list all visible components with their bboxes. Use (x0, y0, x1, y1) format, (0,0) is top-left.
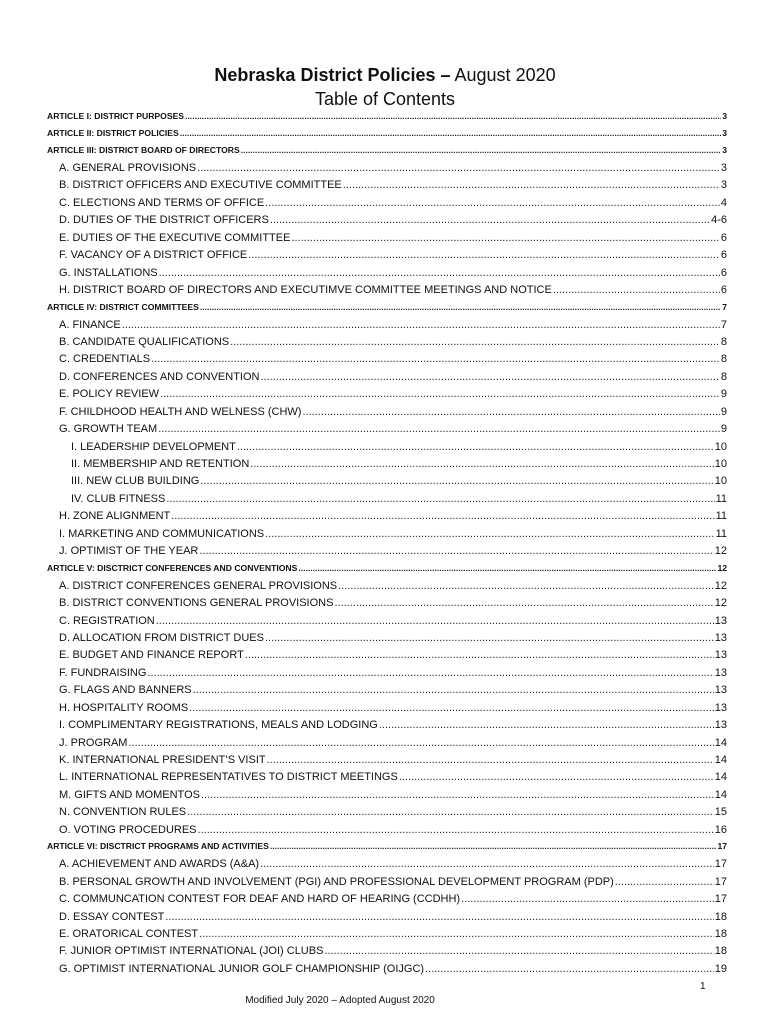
toc-entry-page: 14 (714, 736, 727, 749)
toc-section-entry (47, 754, 727, 771)
toc-dot-leader (122, 319, 720, 331)
toc-section-entry (47, 197, 727, 214)
toc-section-entry (47, 858, 727, 875)
toc-entry-label: B. DISTRICT CONVENTIONS GENERAL PROVISIONS (59, 597, 334, 610)
toc-entry-label: G. GROWTH TEAM (59, 423, 158, 436)
toc-entry-label: A. FINANCE (59, 318, 121, 331)
toc-entry-page: 7 (720, 318, 727, 331)
toc-section-entry (47, 336, 727, 353)
toc-entry-label: D. ALLOCATION FROM DISTRICT DUES (59, 631, 264, 644)
toc-article-entry (47, 841, 727, 858)
toc-article-entry (47, 145, 727, 162)
toc-dot-leader (298, 563, 716, 573)
toc-entry-page: 15 (714, 806, 727, 819)
toc-entry-page: 6 (720, 266, 727, 279)
toc-entry-page: 13 (714, 684, 727, 697)
toc-entry-page: 17 (714, 875, 727, 888)
toc-entry-page: 14 (714, 788, 727, 801)
toc-entry-page: 19 (714, 962, 727, 975)
toc-dot-leader (379, 719, 714, 731)
toc-entry-label: E. DUTIES OF THE EXECUTIVE COMMITTEE (59, 231, 291, 244)
toc-entry-label: II. MEMBERSHIP AND RETENTION (71, 458, 250, 470)
toc-entry-page: 3 (720, 162, 727, 174)
toc-section-entry (47, 179, 727, 196)
toc-dot-leader (270, 214, 710, 226)
toc-entry-page: 12 (717, 562, 727, 573)
toc-dot-leader (553, 284, 720, 296)
toc-entry-page: 13 (714, 719, 727, 732)
toc-entry-label: IV. CLUB FITNESS (71, 492, 166, 505)
toc-entry-label: C. ELECTIONS AND TERMS OF OFFICE (59, 196, 265, 209)
toc-dot-leader (189, 702, 714, 714)
toc-entry-page: 4 (720, 196, 727, 209)
toc-dot-leader (250, 458, 713, 470)
toc-entry-label: A. ACHIEVEMENT AND AWARDS (A&A) (59, 858, 260, 871)
toc-dot-leader (180, 128, 721, 138)
toc-section-entry (47, 510, 727, 527)
toc-entry-label: F. VACANCY OF A DISTRICT OFFICE (59, 249, 248, 262)
toc-dot-leader (201, 789, 714, 801)
toc-section-entry (47, 475, 727, 492)
toc-entry-page: 13 (714, 631, 727, 644)
toc-entry-label: B. PERSONAL GROWTH AND INVOLVEMENT (PGI) AND PROFESSIONAL DEVELOPMENT PROGRAM (PDP) (59, 875, 614, 888)
toc-section-entry (47, 545, 727, 562)
toc-entry-label: A. DISTRICT CONFERENCES GENERAL PROVISIONS (59, 579, 338, 592)
toc-entry-page: 13 (714, 701, 727, 714)
toc-entry-label: ARTICLE IV: DISTRICT COMMITTEES (47, 301, 199, 312)
toc-section-entry (47, 441, 727, 458)
toc-dot-leader (265, 632, 714, 644)
toc-section-entry (47, 371, 727, 388)
toc-entry-page: 6 (720, 231, 727, 244)
toc-entry-label: H. HOSPITALITY ROOMS (59, 701, 189, 714)
toc-dot-leader (158, 423, 720, 435)
toc-entry-label: F. JUNIOR OPTIMIST INTERNATIONAL (JOI) CLUBS (59, 945, 324, 958)
toc-section-entry (47, 771, 727, 788)
toc-entry-label: C. REGISTRATION (59, 614, 155, 627)
toc-dot-leader (147, 667, 713, 679)
toc-entry-page: 10 (714, 458, 727, 470)
toc-entry-label: ARTICLE VI: DISCTRICT PROGRAMS AND ACTIVITIES (47, 841, 269, 852)
toc-section-entry (47, 806, 727, 823)
toc-entry-page: 12 (714, 545, 727, 558)
toc-entry-label: D. DUTIES OF THE DISTRICT OFFICERS (59, 214, 269, 227)
toc-dot-leader (198, 824, 714, 836)
toc-dot-leader (171, 510, 714, 522)
toc-entry-label: ARTICLE I: DISTRICT PURPOSES (47, 111, 185, 121)
toc-entry-label: C. CREDENTIALS (59, 353, 151, 366)
toc-dot-leader (343, 179, 720, 191)
toc-entry-page: 6 (720, 284, 727, 297)
toc-dot-leader (267, 754, 714, 766)
toc-entry-page: 3 (722, 145, 727, 155)
toc-dot-leader (241, 145, 721, 155)
toc-entry-label: I. COMPLIMENTARY REGISTRATIONS, MEALS AND LODGING (59, 719, 378, 732)
toc-dot-leader (185, 111, 721, 121)
toc-dot-leader (260, 858, 714, 870)
title-date: August 2020 (450, 65, 556, 85)
toc-dot-leader (165, 911, 713, 923)
toc-section-entry (47, 684, 727, 701)
toc-dot-leader (151, 353, 720, 365)
toc-entry-label: ARTICLE III: DISTRICT BOARD OF DIRECTORS (47, 145, 240, 155)
toc-dot-leader (128, 737, 713, 749)
toc-entry-label: A. GENERAL PROVISIONS (59, 162, 197, 174)
toc-entry-label: F. CHILDHOOD HEALTH AND WELNESS (CHW) (59, 405, 302, 418)
toc-entry-label: ARTICLE II: DISTRICT POLICIES (47, 128, 179, 138)
toc-dot-leader (324, 945, 713, 957)
toc-entry-label: E. ORATORICAL CONTEST (59, 927, 199, 940)
toc-section-entry (47, 249, 727, 266)
toc-section-entry (47, 214, 727, 231)
toc-dot-leader (248, 249, 720, 261)
toc-dot-leader (199, 928, 714, 940)
page-footer: Modified July 2020 – Adopted August 2020 (245, 995, 435, 1006)
toc-section-entry (47, 267, 727, 284)
toc-section-entry (47, 876, 727, 893)
toc-section-entry (47, 284, 727, 301)
toc-entry-page: 13 (714, 666, 727, 679)
toc-entry-page: 17 (714, 893, 727, 906)
toc-dot-leader (160, 388, 720, 400)
toc-article-entry (47, 128, 727, 145)
toc-dot-leader (260, 371, 719, 383)
toc-article-entry (47, 302, 727, 319)
toc-section-entry (47, 232, 727, 249)
toc-entry-label: G. OPTIMIST INTERNATIONAL JUNIOR GOLF CHAMPIONSHIP (OIJGC) (59, 962, 425, 975)
toc-article-entry (47, 111, 727, 128)
toc-dot-leader (237, 441, 714, 453)
toc-entry-page: 16 (714, 823, 727, 836)
toc-entry-label: B. CANDIDATE QUALIFICATIONS (59, 335, 230, 348)
toc-entry-label: E. BUDGET AND FINANCE REPORT (59, 649, 244, 662)
toc-entry-label: J. OPTIMIST OF THE YEAR (59, 545, 199, 558)
toc-entry-page: 6 (720, 249, 727, 262)
toc-entry-page: 17 (717, 841, 727, 852)
toc-entry-label: N. CONVENTION RULES (59, 806, 187, 819)
toc-entry-page: 8 (720, 335, 727, 348)
toc-entry-label: G. INSTALLATIONS (59, 266, 158, 279)
toc-entry-page: 11 (715, 492, 727, 505)
document-subtitle: Table of Contents (314, 89, 456, 109)
toc-dot-leader (291, 232, 719, 244)
toc-entry-label: M. GIFTS AND MOMENTOS (59, 788, 200, 801)
toc-entry-page: 3 (722, 111, 727, 121)
toc-dot-leader (270, 841, 717, 851)
toc-entry-label: I. LEADERSHIP DEVELOPMENT (71, 440, 236, 453)
toc-entry-page: 9 (720, 405, 727, 418)
toc-dot-leader (156, 615, 714, 627)
toc-entry-label: F. FUNDRAISING (59, 666, 147, 679)
toc-entry-label: H. ZONE ALIGNMENT (59, 510, 171, 523)
toc-section-entry (47, 945, 727, 962)
toc-dot-leader (338, 580, 714, 592)
toc-section-entry (47, 963, 727, 980)
toc-dot-leader (399, 771, 714, 783)
toc-entry-page: 17 (714, 858, 727, 871)
toc-entry-page: 8 (720, 353, 727, 366)
toc-dot-leader (265, 528, 714, 540)
toc-entry-label: K. INTERNATIONAL PRESIDENT’S VISIT (59, 754, 266, 766)
toc-dot-leader (187, 806, 714, 818)
toc-entry-label: H. DISTRICT BOARD OF DIRECTORS AND EXECUTIMVE COMMITTEE MEETINGS AND NOTICE (59, 284, 552, 297)
toc-dot-leader (159, 267, 720, 279)
toc-entry-page: 18 (714, 910, 727, 923)
toc-section-entry (47, 353, 727, 370)
toc-entry-label: B. DISTRICT OFFICERS AND EXECUTIVE COMMITTEE (59, 179, 342, 192)
toc-section-entry (47, 649, 727, 666)
toc-section-entry (47, 493, 727, 510)
toc-section-entry (47, 615, 727, 632)
toc-dot-leader (302, 406, 719, 418)
toc-section-entry (47, 719, 727, 736)
toc-dot-leader (230, 336, 720, 348)
toc-entry-label: G. FLAGS AND BANNERS (59, 684, 192, 697)
toc-entry-page: 11 (715, 510, 727, 523)
toc-section-entry (47, 789, 727, 806)
page-number: 1 (700, 981, 706, 992)
toc-section-entry (47, 528, 727, 545)
toc-entry-page: 13 (714, 649, 727, 662)
toc-entry-page: 4-6 (711, 214, 727, 227)
toc-section-entry (47, 702, 727, 719)
toc-entry-label: O. VOTING PROCEDURES (59, 823, 197, 836)
toc-entry-page: 18 (714, 927, 727, 940)
toc-dot-leader (197, 162, 720, 174)
toc-section-entry (47, 458, 727, 475)
toc-entry-label: D. ESSAY CONTEST (59, 910, 165, 923)
toc-section-entry (47, 824, 727, 841)
document-title (0, 64, 770, 86)
toc-entry-page: 14 (714, 771, 727, 784)
toc-article-entry (47, 563, 727, 580)
toc-dot-leader (200, 475, 713, 487)
toc-section-entry (47, 423, 727, 440)
toc-dot-leader (200, 302, 721, 312)
toc-entry-label: J. PROGRAM (59, 736, 128, 749)
toc-entry-page: 10 (714, 440, 727, 453)
toc-entry-page: 18 (714, 945, 727, 958)
toc-entry-page: 3 (720, 179, 727, 192)
toc-entry-page: 10 (714, 475, 727, 488)
toc-entry-label: III. NEW CLUB BUILDING (71, 475, 200, 488)
toc-entry-label: L. INTERNATIONAL REPRESENTATIVES TO DISTRICT MEETINGS (59, 771, 398, 784)
toc-entry-page: 8 (720, 370, 727, 383)
toc-dot-leader (193, 684, 714, 696)
toc-dot-leader (265, 197, 720, 209)
toc-entry-page: 7 (722, 301, 727, 312)
toc-entry-page: 12 (714, 579, 727, 592)
toc-entry-page: 3 (722, 128, 727, 138)
toc-section-entry (47, 597, 727, 614)
toc-section-entry (47, 911, 727, 928)
toc-dot-leader (166, 493, 714, 505)
toc-entry-label: ARTICLE V: DISCTRICT CONFERENCES AND CONVENTIONS (47, 562, 298, 573)
toc-section-entry (47, 388, 727, 405)
toc-dot-leader (615, 876, 714, 888)
toc-entry-page: 13 (714, 614, 727, 627)
table-of-contents (47, 111, 727, 980)
toc-dot-leader (334, 597, 713, 609)
toc-section-entry (47, 580, 727, 597)
toc-entry-page: 12 (714, 597, 727, 610)
toc-entry-page: 11 (715, 527, 727, 540)
toc-entry-page: 9 (720, 388, 727, 401)
toc-dot-leader (425, 963, 714, 975)
toc-section-entry (47, 737, 727, 754)
toc-entry-page: 9 (720, 423, 727, 436)
toc-dot-leader (199, 545, 713, 557)
toc-section-entry (47, 928, 727, 945)
toc-section-entry (47, 162, 727, 179)
toc-dot-leader (245, 649, 714, 661)
toc-section-entry (47, 893, 727, 910)
toc-section-entry (47, 406, 727, 423)
toc-section-entry (47, 632, 727, 649)
toc-entry-page: 14 (714, 754, 727, 766)
toc-section-entry (47, 319, 727, 336)
toc-section-entry (47, 667, 727, 684)
title-bold: Nebraska District Policies – (214, 65, 451, 85)
toc-entry-label: C. COMMUNCATION CONTEST FOR DEAF AND HARD OF HEARING (CCDHH) (59, 893, 461, 906)
toc-entry-label: D. CONFERENCES AND CONVENTION (59, 370, 260, 383)
toc-entry-label: I. MARKETING AND COMMUNICATIONS (59, 527, 265, 540)
toc-entry-label: E. POLICY REVIEW (59, 388, 160, 401)
toc-dot-leader (461, 893, 714, 905)
